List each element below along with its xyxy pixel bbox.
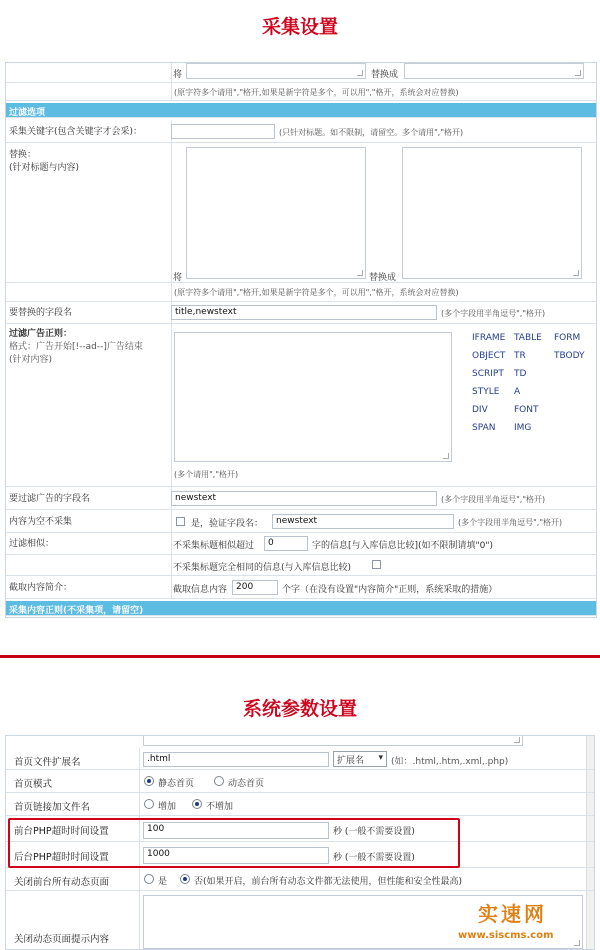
red-divider — [0, 655, 600, 658]
back-timeout-hint: 秒 (一般不需要设置) — [333, 853, 415, 863]
ad-tag[interactable]: OBJECT — [472, 351, 506, 361]
link-label: 首页链接加文件名 — [14, 802, 91, 813]
mode-label: 首页模式 — [14, 779, 53, 790]
replace-hint: (原字符多个请用","格开,如果是新字符是多个，可以用","格开，系统会对应替换) — [174, 288, 459, 297]
ad-tag[interactable]: TABLE — [514, 333, 542, 343]
ad-fields-input[interactable]: newstext — [171, 491, 437, 506]
empty-content-row — [6, 510, 596, 533]
watermark-logo: 实速网 — [478, 902, 547, 926]
link-add-radio[interactable] — [144, 799, 154, 809]
ext-input[interactable]: .html — [143, 752, 329, 767]
top-hint-row — [6, 83, 596, 101]
link-noadd-radio[interactable] — [192, 799, 202, 809]
ad-tag[interactable]: FORM — [554, 333, 581, 343]
summary-hint: 个字（在没有设置"内容简介"正则，系统采取的措施） — [282, 585, 498, 595]
replace-label: 替换： — [9, 150, 37, 160]
close-no-label: 否(如果开启，前台所有动态文件都无法使用，但性能和安全性最高) — [194, 877, 463, 887]
summary-row — [6, 576, 596, 599]
mode-dynamic-radio[interactable] — [214, 776, 224, 786]
mode-static-radio[interactable] — [144, 776, 154, 786]
link-row — [6, 793, 594, 816]
close-tip-label: 关闭动态页面提示内容 — [14, 934, 110, 945]
ext-label: 首页文件扩展名 — [14, 757, 81, 768]
same-title-row — [6, 555, 596, 576]
keyword-row — [6, 120, 596, 143]
ad-regex-row — [6, 324, 596, 487]
front-timeout-label: 前台PHP超时时间设置 — [14, 826, 109, 837]
replace-to-label: 替换成 — [371, 70, 399, 80]
top-replace-from-input[interactable] — [186, 63, 366, 79]
empty-content-checkbox[interactable] — [176, 517, 185, 526]
ad-regex-hint: (多个请用","格开) — [174, 470, 239, 479]
section-title-system: 系统参数设置 — [242, 698, 357, 720]
ad-fields-row — [6, 487, 596, 510]
ad-regex-format: 格式：广告开始[!--ad--]广告结束 — [9, 342, 143, 353]
empty-content-label: 内容为空不采集 — [9, 517, 73, 527]
mode-dynamic-label: 动态首页 — [228, 779, 265, 789]
link-noadd-label: 不增加 — [206, 802, 234, 812]
ad-tag[interactable]: SPAN — [472, 423, 496, 433]
keyword-label: 采集关键字(包含关键字才会采)： — [9, 127, 143, 137]
replace-from-label-2: 将 — [173, 273, 183, 283]
ad-regex-note: (针对内容) — [9, 355, 53, 366]
ad-fields-hint: (多个字段用半角逗号","格开) — [441, 495, 546, 504]
summary-input[interactable]: 200 — [232, 580, 278, 595]
replace-row — [6, 143, 596, 283]
fields-hint: (多个字段用半角逗号","格开) — [441, 309, 546, 318]
replace-to-label-2: 替换成 — [369, 273, 397, 283]
ad-tag[interactable]: FONT — [514, 405, 539, 415]
mode-row — [6, 770, 594, 793]
fields-label: 要替换的字段名 — [9, 308, 73, 318]
ad-tag[interactable]: A — [514, 387, 521, 397]
ad-tag[interactable]: IFRAME — [472, 333, 506, 343]
ad-tag[interactable]: STYLE — [472, 387, 500, 397]
ext-select[interactable] — [333, 751, 387, 767]
close-dynamic-row — [6, 868, 594, 891]
top-replace-to-input[interactable] — [404, 63, 584, 79]
top-hint: (原字符多个请用","格开,如果是新字符是多个，可以用","格开，系统会对应替换) — [174, 88, 459, 97]
keyword-input[interactable] — [171, 124, 275, 139]
collect-settings-panel — [5, 62, 597, 618]
ad-tag[interactable]: TD — [514, 369, 527, 379]
replace-sublabel: (针对标题与内容) — [9, 163, 80, 174]
chevron-down-icon: ▾ — [378, 753, 383, 763]
ad-tag[interactable]: TR — [514, 351, 526, 361]
close-dynamic-label: 关闭前台所有动态页面 — [14, 877, 110, 888]
ext-select-value: 扩展名 — [337, 756, 365, 766]
ad-tag[interactable]: DIV — [472, 405, 488, 415]
fields-row — [6, 302, 596, 324]
ad-tag[interactable]: TBODY — [554, 351, 585, 361]
similar-hint: 字的信息[与入库信息比较](如不限制请填"0") — [312, 541, 494, 551]
top-replace-row — [6, 63, 596, 83]
empty-field-input[interactable]: newstext — [272, 514, 454, 529]
ad-regex-textarea[interactable] — [174, 332, 452, 462]
close-yes-radio[interactable] — [144, 874, 154, 884]
same-title-checkbox[interactable] — [372, 560, 381, 569]
timeout-highlight-box — [8, 818, 460, 868]
keyword-hint: (只针对标题。如不限制，请留空。多个请用","格开) — [279, 128, 464, 137]
filter-options-header: 过滤选项 — [6, 103, 596, 118]
back-timeout-label: 后台PHP超时时间设置 — [14, 852, 109, 863]
section-title-collect: 采集设置 — [261, 16, 338, 38]
similar-label: 过滤相似： — [9, 539, 55, 549]
close-yes-label: 是 — [158, 877, 168, 887]
ad-fields-label: 要过滤广告的字段名 — [9, 494, 91, 504]
link-add-label: 增加 — [158, 802, 177, 812]
front-timeout-hint: 秒 (一般不需要设置) — [333, 827, 415, 837]
ad-regex-label: 过滤广告正则： — [9, 329, 73, 339]
replace-from-label: 将 — [173, 70, 183, 80]
similar-row — [6, 533, 596, 555]
empty-content-yes: 是，验证字段名： — [191, 519, 264, 529]
similar-text: 不采集标题相似超过 — [173, 541, 255, 551]
replace-to-textarea[interactable] — [402, 147, 582, 279]
ad-tag[interactable]: SCRIPT — [472, 369, 504, 379]
empty-field-hint: (多个字段用半角逗号","格开) — [458, 518, 563, 527]
front-timeout-input[interactable]: 100 — [143, 822, 329, 839]
ad-tag[interactable]: IMG — [514, 423, 532, 433]
watermark-url: www.siscms.com — [458, 930, 554, 941]
collect-rule-header: 采集内容正则(不采集项，请留空) — [6, 601, 596, 616]
mode-static-label: 静态首页 — [158, 779, 195, 789]
replace-from-textarea[interactable] — [186, 147, 366, 279]
summary-text: 截取信息内容 — [173, 585, 228, 595]
back-timeout-input[interactable]: 1000 — [143, 847, 329, 864]
same-title-text: 不采集标题完全相同的信息(与入库信息比较) — [173, 563, 352, 573]
similar-input[interactable]: 0 — [264, 536, 308, 551]
summary-label: 截取内容简介： — [9, 583, 73, 593]
close-no-radio[interactable] — [180, 874, 190, 884]
ext-hint: (如：.html,.htm,.xml,.php) — [391, 757, 509, 767]
ext-row — [6, 748, 594, 770]
fields-input[interactable]: title,newstext — [171, 305, 437, 320]
replace-hint-row — [6, 283, 596, 302]
top-textarea-edge[interactable] — [143, 736, 523, 746]
